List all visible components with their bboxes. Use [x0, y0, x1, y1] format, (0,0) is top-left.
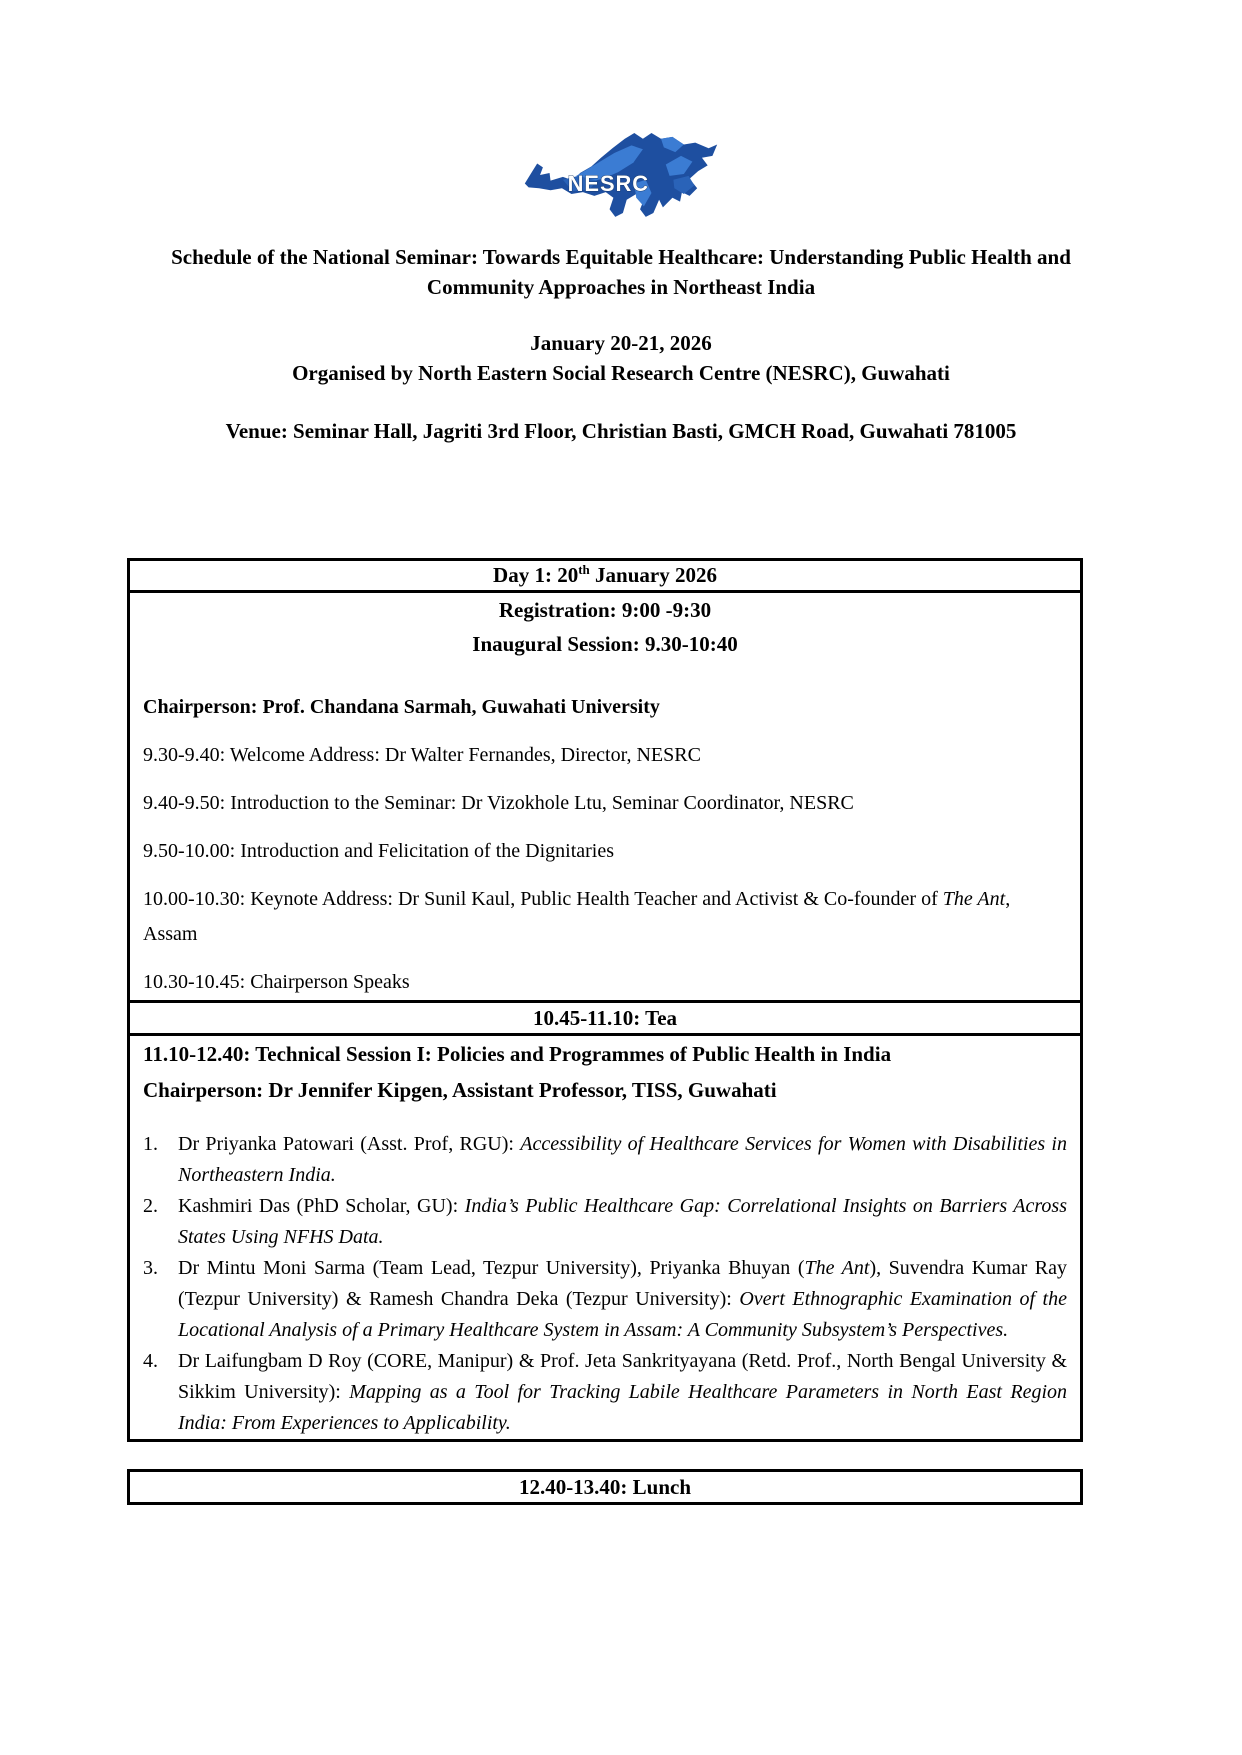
technical-session-cell [129, 1035, 1082, 1441]
presentation-number: 3. [143, 1257, 158, 1279]
chairperson-speaks: 10.30-10.45: Chairperson Speaks [143, 971, 410, 993]
tea-break-text: 10.45-11.10: Tea [532, 1006, 678, 1030]
presentation-item-3 [143, 1253, 1067, 1346]
presentation-item-4 [143, 1346, 1067, 1439]
felicitation-dignitaries: 9.50-10.00: Introduction and Felicitation of the Dignitaries [143, 840, 615, 862]
presentation-authors-continued: ), Suvendra Kumar Ray (Tezpur University) & Ramesh Chandra Deka (Tezpur University): [178, 1257, 1067, 1310]
nesrc-logo [0, 0, 1242, 222]
inaugural-chairperson: Chairperson: Prof. Chandana Sarmah, Guwahati University [143, 696, 660, 718]
seminar-dates: January 20-21, 2026 [530, 331, 712, 355]
day1-header-prefix: Day 1: 20 [493, 563, 579, 587]
presentation-authors: Dr Laifungbam D Roy (CORE, Manipur) & Prof. Jeta Sankrityayana (Retd. Prof., North Bengal University & Sikkim University): [178, 1350, 1067, 1403]
technical-session-chairperson: Chairperson: Dr Jennifer Kipgen, Assistant Professor, TISS, Guwahati [143, 1078, 777, 1102]
keynote-plain-text: 10.00-10.30: Keynote Address: Dr Sunil Kaul, Public Health Teacher and Activist & Co-founder of [143, 888, 943, 910]
tea-break-cell [129, 1002, 1082, 1035]
technical-session-row [129, 1035, 1082, 1441]
day1-header-row [129, 560, 1082, 592]
registration-time: Registration: 9:00 -9:30 [498, 598, 712, 622]
presentation-authors: Dr Mintu Moni Sarma (Team Lead, Tezpur University), Priyanka Bhuyan ( [178, 1257, 805, 1279]
day1-schedule-table [127, 558, 1083, 1442]
presentation-title-italic: Overt Ethnographic Examination of the Locational Analysis of a Primary Healthcare System in Assam: A Community Subsystem’s Perspectives. [178, 1288, 1067, 1341]
presentation-authors: Kashmiri Das (PhD Scholar, GU): [178, 1195, 465, 1217]
technical-session-title: 11.10-12.40: Technical Session I: Policies and Programmes of Public Health in India [143, 1042, 892, 1066]
presentation-item-1 [143, 1129, 1067, 1191]
welcome-address: 9.30-9.40: Welcome Address: Dr Walter Fernandes, Director, NESRC [143, 744, 701, 766]
day1-header-suffix: January 2026 [589, 563, 717, 587]
presentation-list [143, 1129, 1067, 1439]
presentation-title-italic: Accessibility of Healthcare Services for Women with Disabilities in Northeastern India. [178, 1133, 1067, 1186]
lunch-table [127, 1469, 1083, 1505]
presentation-number: 1. [143, 1133, 158, 1155]
lunch-row [129, 1471, 1082, 1504]
day1-header-superscript: th [578, 562, 590, 577]
tea-break-row [129, 1002, 1082, 1035]
seminar-organiser: Organised by North Eastern Social Research Centre (NESRC), Guwahati [292, 361, 950, 385]
seminar-venue: Venue: Seminar Hall, Jagriti 3rd Floor, Christian Basti, GMCH Road, Guwahati 781005 [225, 419, 1017, 443]
day1-header-cell [129, 560, 1082, 592]
lunch-cell [129, 1471, 1082, 1504]
seminar-title: Schedule of the National Seminar: Towards Equitable Healthcare: Understanding Public Health and Community Approaches in Northeast India [171, 245, 1071, 299]
introduction-seminar: 9.40-9.50: Introduction to the Seminar: Dr Vizokhole Ltu, Seminar Coordinator, NESRC [143, 792, 854, 814]
keynote-address [143, 882, 1067, 952]
presentation-authors: Dr Priyanka Patowari (Asst. Prof, RGU): [178, 1133, 521, 1155]
inaugural-session-cell [129, 592, 1082, 1002]
presentation-title-italic: Mapping as a Tool for Tracking Labile Healthcare Parameters in North East Region India: From Experiences to Applicability. [178, 1381, 1067, 1434]
day1-header-text [143, 561, 1067, 590]
inaugural-session-row [129, 592, 1082, 1002]
presentation-title-italic: India’s Public Healthcare Gap: Correlational Insights on Barriers Across States Using NFHS Data. [178, 1195, 1067, 1248]
presentation-number: 2. [143, 1195, 158, 1217]
keynote-org-italic: The Ant [942, 888, 1006, 910]
presentation-number: 4. [143, 1350, 158, 1372]
northeast-india-map-icon [521, 126, 721, 222]
inaugural-session-time: Inaugural Session: 9.30-10:40 [472, 632, 738, 656]
seminar-dates-organiser [0, 328, 1242, 388]
presentation-org-italic: The Ant [804, 1257, 870, 1279]
keynote-tail-text: , Assam [143, 888, 1011, 945]
nesrc-logo-text: NESRC [567, 171, 650, 197]
presentation-item-2 [143, 1191, 1067, 1253]
lunch-text: 12.40-13.40: Lunch [518, 1475, 692, 1499]
